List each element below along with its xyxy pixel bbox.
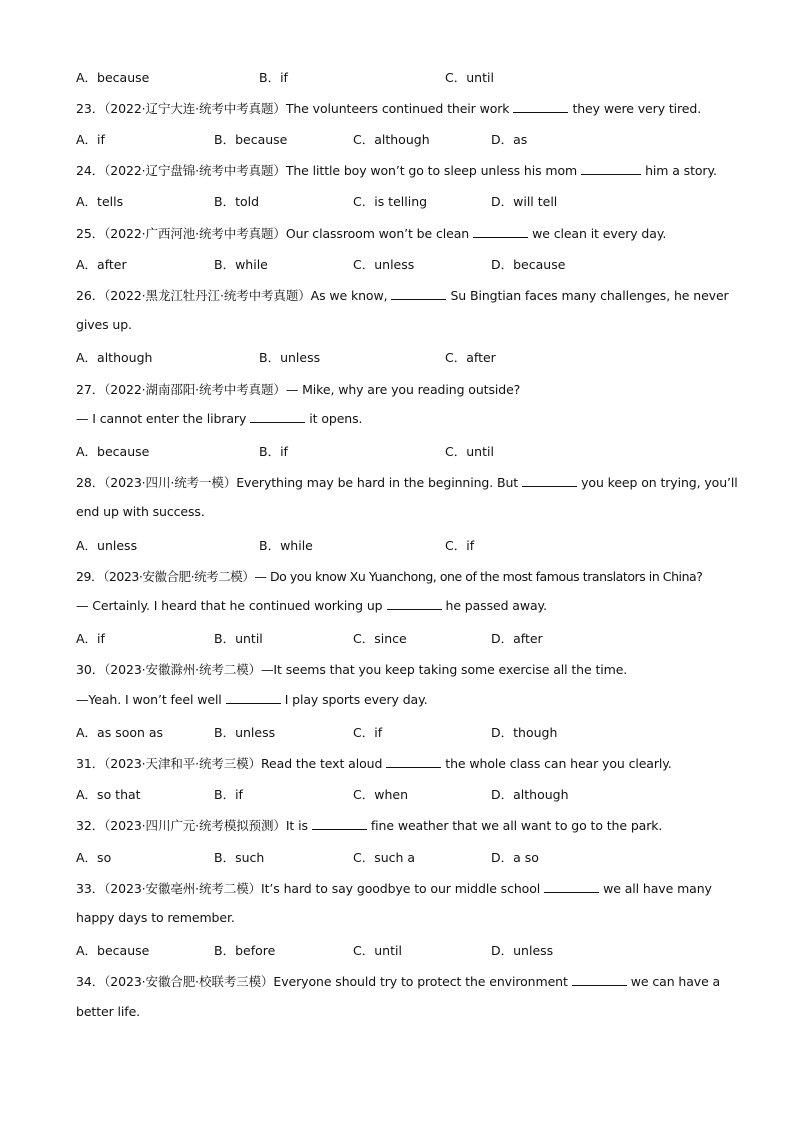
question-text: The volunteers continued their work	[285, 101, 510, 116]
question-text: him a story.	[645, 163, 717, 178]
answer-blank[interactable]	[522, 475, 577, 487]
answer-blank[interactable]	[250, 411, 305, 423]
answer-blank[interactable]	[473, 226, 528, 238]
question-32	[76, 816, 662, 834]
answer-blank[interactable]	[572, 974, 627, 986]
question-continuation: happy days to remember.	[76, 910, 235, 925]
question-text: — Do you know Xu Yuanchong, one of the most famous translators in China?	[254, 569, 703, 584]
option-b[interactable]: B．if	[259, 70, 288, 85]
question-source: （2023·安徽亳州·统考二模）	[104, 881, 262, 896]
option-a[interactable]: A．although	[76, 350, 153, 365]
question-text: — I cannot enter the library	[76, 411, 247, 426]
option-a[interactable]: A．because	[76, 70, 150, 85]
option-b[interactable]: B．told	[214, 194, 260, 209]
option-c[interactable]: C．until	[445, 444, 494, 459]
question-text: — Certainly. I heard that he continued working up	[76, 598, 383, 613]
question-number: 31．	[76, 756, 105, 771]
question-continuation: better life.	[76, 1004, 141, 1019]
option-b[interactable]: B．unless	[259, 350, 321, 365]
question-31	[76, 754, 672, 772]
option-c[interactable]: C．until	[353, 943, 402, 958]
question-25	[76, 224, 666, 242]
question-source: （2022·辽宁大连·统考中考真题）	[104, 101, 286, 116]
option-d[interactable]: D．though	[491, 725, 558, 740]
question-number: 24．	[76, 163, 105, 178]
question-source: （2023·安徽滁州·统考二模）	[104, 662, 262, 677]
question-text: —Yeah. I won’t feel well	[76, 692, 222, 707]
question-number: 25．	[76, 226, 105, 241]
question-34	[76, 972, 720, 990]
question-text: fine weather that we all want to go to the park.	[370, 818, 663, 833]
answer-blank[interactable]	[312, 818, 367, 830]
option-a[interactable]: A．if	[76, 132, 105, 147]
question-number: 33．	[76, 881, 105, 896]
answer-blank[interactable]	[513, 101, 568, 113]
option-a[interactable]: A．as soon as	[76, 725, 164, 740]
option-b[interactable]: B．if	[259, 444, 288, 459]
option-d[interactable]: D．will tell	[491, 194, 558, 209]
option-c[interactable]: C．although	[353, 132, 430, 147]
option-a[interactable]: A．if	[76, 631, 105, 646]
option-c[interactable]: C．if	[445, 538, 475, 553]
question-text: we clean it every day.	[532, 226, 667, 241]
option-c[interactable]: C．when	[353, 787, 408, 802]
question-line-2	[76, 598, 547, 613]
question-text: they were very tired.	[572, 101, 702, 116]
question-line-2	[76, 411, 362, 426]
answer-blank[interactable]	[386, 756, 441, 768]
option-b[interactable]: B．because	[214, 132, 288, 147]
answer-blank[interactable]	[581, 163, 641, 175]
question-text: Everything may be hard in the beginning. But	[236, 475, 519, 490]
question-source: （2022·广西河池·统考中考真题）	[104, 226, 286, 241]
question-line-2	[76, 692, 427, 707]
question-continuation: gives up.	[76, 317, 132, 332]
option-b[interactable]: B．unless	[214, 725, 276, 740]
option-d[interactable]: D．because	[491, 257, 566, 272]
question-source: （2023·安徽合肥·统考二模）	[103, 569, 255, 584]
question-text: he passed away.	[445, 598, 547, 613]
question-number: 29．	[76, 569, 104, 584]
question-number: 34．	[76, 974, 105, 989]
question-text: I play sports every day.	[284, 692, 428, 707]
question-29	[76, 567, 702, 585]
option-c[interactable]: C．unless	[353, 257, 415, 272]
option-b[interactable]: B．while	[214, 257, 268, 272]
option-c[interactable]: C．since	[353, 631, 407, 646]
option-a[interactable]: A．so that	[76, 787, 141, 802]
question-text: It’s hard to say goodbye to our middle school	[261, 881, 541, 896]
option-c[interactable]: C．is telling	[353, 194, 428, 209]
question-text: As we know,	[310, 288, 388, 303]
question-source: （2022·黑龙江牡丹江·统考中考真题）	[104, 288, 311, 303]
question-26	[76, 286, 729, 304]
question-number: 28．	[76, 475, 105, 490]
question-text: It is	[285, 818, 308, 833]
option-d[interactable]: D．after	[491, 631, 543, 646]
question-text: Su Bingtian faces many challenges, he never	[450, 288, 729, 303]
question-text: you keep on trying, you’ll	[581, 475, 738, 490]
question-continuation: end up with success.	[76, 504, 205, 519]
question-source: （2023·四川广元·统考模拟预测）	[104, 818, 286, 833]
option-b[interactable]: B．if	[214, 787, 243, 802]
question-number: 26．	[76, 288, 105, 303]
question-28	[76, 473, 738, 491]
question-source: （2023·安徽合肥·校联考三模）	[104, 974, 274, 989]
answer-blank[interactable]	[391, 288, 446, 300]
answer-blank[interactable]	[544, 881, 599, 893]
option-a[interactable]: A．unless	[76, 538, 138, 553]
option-c[interactable]: C．if	[353, 725, 383, 740]
question-text: we can have a	[630, 974, 721, 989]
question-27	[76, 380, 520, 398]
option-a[interactable]: A．because	[76, 943, 150, 958]
option-b[interactable]: B．before	[214, 943, 276, 958]
question-source: （2022·湖南邵阳·统考中考真题）	[104, 382, 286, 397]
answer-blank[interactable]	[226, 692, 281, 704]
option-d[interactable]: D．as	[491, 132, 528, 147]
question-24	[76, 161, 717, 179]
question-text: — Mike, why are you reading outside?	[285, 382, 521, 397]
question-text: Our classroom won’t be clean	[285, 226, 470, 241]
question-source: （2023·天津和平·统考三模）	[104, 756, 262, 771]
question-text: the whole class can hear you clearly.	[445, 756, 672, 771]
option-d[interactable]: D．unless	[491, 943, 554, 958]
question-text: Everyone should try to protect the environment	[273, 974, 568, 989]
question-source: （2023·四川·统考一模）	[104, 475, 237, 490]
question-text: —It seems that you keep taking some exercise all the time.	[261, 662, 628, 677]
question-text: it opens.	[309, 411, 363, 426]
option-a[interactable]: A．so	[76, 850, 112, 865]
question-number: 30．	[76, 662, 105, 677]
option-c[interactable]: C．until	[445, 70, 494, 85]
question-33	[76, 879, 712, 897]
question-source: （2022·辽宁盘锦·统考中考真题）	[104, 163, 286, 178]
question-number: 23．	[76, 101, 105, 116]
option-c[interactable]: C．after	[445, 350, 496, 365]
option-a[interactable]: A．after	[76, 257, 127, 272]
question-text: The little boy won’t go to sleep unless his mom	[285, 163, 578, 178]
question-number: 27．	[76, 382, 105, 397]
question-23	[76, 99, 701, 117]
option-b[interactable]: B．until	[214, 631, 263, 646]
option-d[interactable]: D．a so	[491, 850, 539, 865]
option-d[interactable]: D．although	[491, 787, 569, 802]
question-text: we all have many	[603, 881, 712, 896]
answer-blank[interactable]	[387, 598, 442, 610]
option-a[interactable]: A．tells	[76, 194, 124, 209]
question-30	[76, 660, 627, 678]
option-b[interactable]: B．such	[214, 850, 265, 865]
question-number: 32．	[76, 818, 105, 833]
option-c[interactable]: C．such a	[353, 850, 416, 865]
option-b[interactable]: B．while	[259, 538, 313, 553]
option-a[interactable]: A．because	[76, 444, 150, 459]
question-text: Read the text aloud	[261, 756, 383, 771]
